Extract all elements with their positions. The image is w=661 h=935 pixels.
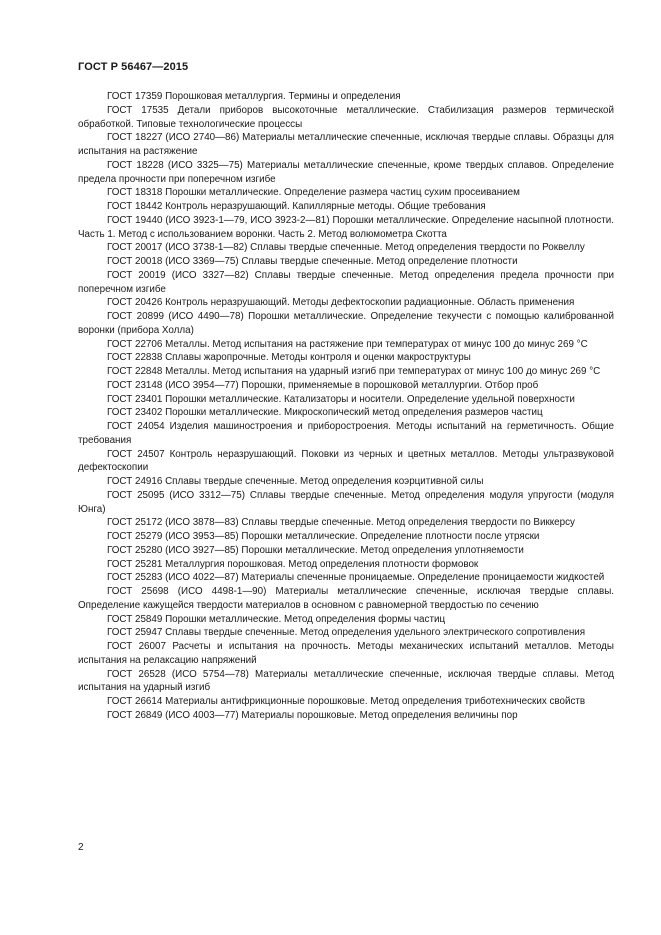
reference-item: ГОСТ 22848 Металлы. Метод испытания на ударный изгиб при температурах от минус 100 до минус 269 °С xyxy=(107,366,601,377)
reference-item: ГОСТ 23401 Порошки металлические. Катализаторы и носители. Определение удельной поверхности xyxy=(107,393,575,405)
reference-item: ГОСТ 22838 Сплавы жаропрочные. Методы контроля и оценки макроструктуры xyxy=(107,352,471,364)
page-number: 2 xyxy=(78,842,84,853)
reference-item: ГОСТ 18228 (ИСО 3325—75) Материалы металлические спеченные, кроме твердых сплавов. Определение предела прочности при поперечном изгибе xyxy=(78,159,614,185)
reference-item: ГОСТ 24916 Сплавы твердые спеченные. Метод определения коэрцитивной силы xyxy=(107,476,484,487)
reference-item: ГОСТ 23402 Порошки металлические. Микроскопический метод определения размеров частиц xyxy=(107,407,543,419)
references-list xyxy=(78,90,614,723)
reference-item: ГОСТ 20019 (ИСО 3327—82) Сплавы твердые спеченные. Метод определения предела прочности при поперечном изгибе xyxy=(78,269,614,295)
reference-item: ГОСТ 26849 (ИСО 4003—77) Материалы порошковые. Метод определения величины пор xyxy=(107,709,518,721)
reference-item: ГОСТ 26007 Расчеты и испытания на прочность. Методы механических испытаний металлов. Методы испытания на релаксацию напряжений xyxy=(78,641,614,666)
reference-item: ГОСТ 24507 Контроль неразрушающий. Поковки из черных и цветных металлов. Методы ультразвуковой дефектоскопии xyxy=(78,448,614,474)
reference-item: ГОСТ 20018 (ИСО 3369—75) Сплавы твердые спеченные. Метод определение плотности xyxy=(107,256,518,267)
reference-item: ГОСТ 17359 Порошковая металлургия. Термины и определения xyxy=(107,91,401,102)
document-header: ГОСТ Р 56467—2015 xyxy=(78,61,189,73)
reference-item: ГОСТ 25095 (ИСО 3312—75) Сплавы твердые спеченные. Метод определения модуля упругости (модуля Юнга) xyxy=(78,489,614,515)
reference-item: ГОСТ 18318 Порошки металлические. Определение размера частиц сухим просеиванием xyxy=(107,187,520,199)
reference-item: ГОСТ 20426 Контроль неразрушающий. Методы дефектоскопии радиационные. Область применения xyxy=(107,297,575,309)
reference-item: ГОСТ 25281 Металлургия порошковая. Метод определения плотности формовок xyxy=(107,558,479,570)
reference-item: ГОСТ 17535 Детали приборов высокоточные металлические. Стабилизация размеров термической обработкой. Типовые технологические процессы xyxy=(78,104,614,130)
reference-item: ГОСТ 18442 Контроль неразрушающий. Капиллярные методы. Общие требования xyxy=(107,201,486,212)
reference-item: ГОСТ 18227 (ИСО 2740—86) Материалы металлические спеченные, исключая твердые сплавы. Образцы для испытания на растяжение xyxy=(78,132,614,157)
reference-item: ГОСТ 25947 Сплавы твердые спеченные. Метод определения удельного электрического сопротивления xyxy=(107,627,586,639)
reference-item: ГОСТ 22706 Металлы. Метод испытания на растяжение при температурах от минус 100 до минус 269 °С xyxy=(107,338,588,350)
reference-item: ГОСТ 25279 (ИСО 3953—85) Порошки металлические. Определение плотности после утряски xyxy=(107,531,540,542)
reference-item: ГОСТ 20899 (ИСО 4490—78) Порошки металлические. Определение текучести с помощью калиброванной воронки (прибора Холла) xyxy=(78,311,614,336)
reference-item: ГОСТ 25283 (ИСО 4022—87) Материалы спеченные проницаемые. Определение проницаемости жидкостей xyxy=(107,572,605,584)
reference-item: ГОСТ 25849 Порошки металлические. Метод определения формы частиц xyxy=(107,613,446,625)
reference-item: ГОСТ 25172 (ИСО 3878—83) Сплавы твердые спеченные. Метод определения твердости по Виккерсу xyxy=(107,517,575,529)
reference-item: ГОСТ 25280 (ИСО 3927—85) Порошки металлические. Метод определения уплотняемости xyxy=(107,544,524,556)
reference-item: ГОСТ 24054 Изделия машиностроения и приборостроения. Методы испытаний на герметичность. Общие требования xyxy=(78,421,614,446)
reference-item: ГОСТ 20017 (ИСО 3738-1—82) Сплавы твердые спеченные. Метод определения твердости по Роквеллу xyxy=(107,242,585,254)
reference-item: ГОСТ 23148 (ИСО 3954—77) Порошки, применяемые в порошковой металлургии. Отбор проб xyxy=(107,379,539,391)
reference-item: ГОСТ 26528 (ИСО 5754—78) Материалы металлические спеченные, исключая твердые сплавы. Метод испытания на ударный изгиб xyxy=(78,668,614,694)
reference-item: ГОСТ 26614 Материалы антифрикционные порошковые. Метод определения триботехнических свойств xyxy=(107,696,586,707)
reference-item: ГОСТ 19440 (ИСО 3923-1—79, ИСО 3923-2—81) Порошки металлические. Определение насыпной плотности. Часть 1. Метод с использованием воронки. Часть 2. Метод волюмометра Скотта xyxy=(78,214,614,240)
reference-item: ГОСТ 25698 (ИСО 4498-1—90) Материалы металлические спеченные, исключая твердые сплавы. Определение кажущейся твердости материалов в основном с равномерной твердостью по сечению xyxy=(78,586,614,611)
